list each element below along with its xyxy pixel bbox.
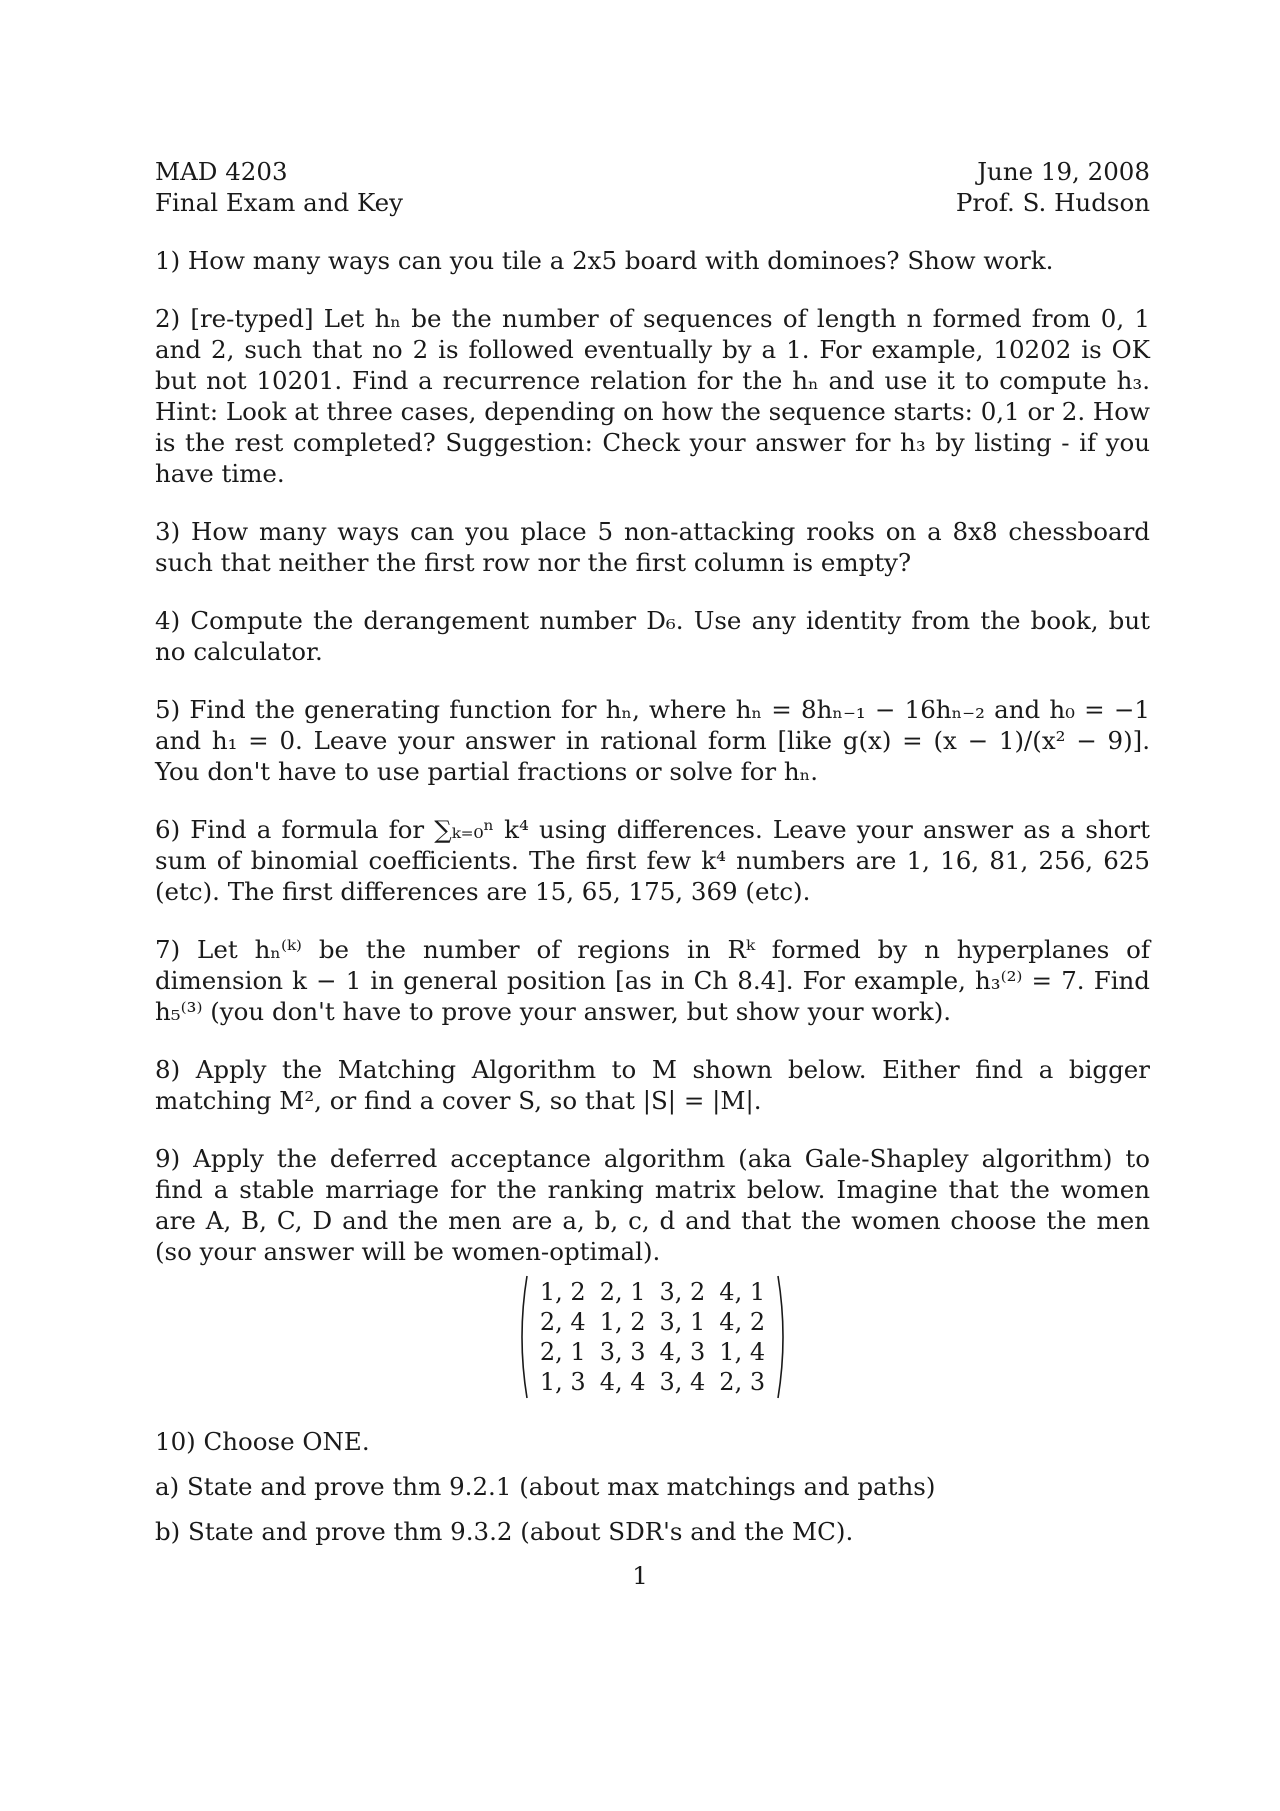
matrix-cell: 2, 1 xyxy=(539,1338,586,1366)
problem-10-option-a: a) State and prove thm 9.2.1 (about max matchings and paths) xyxy=(155,1472,936,1501)
problem-1: 1) How many ways can you tile a 2x5 board with dominoes? Show work. xyxy=(155,246,1054,275)
matrix-cell: 4, 4 xyxy=(599,1368,646,1396)
problem-10: 10) Choose ONE. xyxy=(155,1427,370,1456)
matrix-cell: 3, 3 xyxy=(599,1338,646,1366)
course-code: MAD 4203 xyxy=(155,157,288,186)
matrix-cell: 1, 4 xyxy=(719,1338,766,1366)
ranking-matrix xyxy=(515,1275,790,1399)
ranking-matrix-wrap xyxy=(155,1275,1150,1399)
exam-date: June 19, 2008 xyxy=(977,157,1150,186)
matrix-table xyxy=(533,1277,772,1397)
problem-10-option-b: b) State and prove thm 9.3.2 (about SDR's and the MC). xyxy=(155,1517,854,1546)
matrix-cell: 2, 3 xyxy=(719,1368,766,1396)
problem-3: 3) How many ways can you place 5 non-attacking rooks on a 8x8 chessboard such that neither the first row nor the first column is empty? xyxy=(155,517,1150,577)
matrix-row xyxy=(533,1367,772,1397)
header-left xyxy=(155,156,403,218)
matrix-cell: 3, 4 xyxy=(659,1368,706,1396)
matrix-row xyxy=(533,1307,772,1337)
problem-6: 6) Find a formula for ∑ₖ₌₀ⁿ k⁴ using differences. Leave your answer as a short sum of binomial coefficients. The first few k⁴ numbers are 1, 16, 81, 256, 625 (etc). The first differences are 15, 65, 175, 369 (etc). xyxy=(155,815,1150,906)
matrix-cell: 4, 2 xyxy=(719,1308,766,1336)
professor: Prof. S. Hudson xyxy=(955,188,1150,217)
matrix-cell: 1, 2 xyxy=(539,1278,586,1306)
problem-2: 2) [re-typed] Let hₙ be the number of sequences of length n formed from 0, 1 and 2, such that no 2 is followed eventually by a 1. For example, 10202 is OK but not 10201. Find a recurrence relation for the hₙ and use it to compute h₃. Hint: Look at three cases, depending on how the sequence starts: 0,1 or 2. How is the rest completed? Suggestion: Check your answer for h₃ by listing - if you have time. xyxy=(155,304,1150,488)
matrix-row xyxy=(533,1337,772,1367)
exam-content xyxy=(155,156,1150,1547)
matrix-cell: 2, 4 xyxy=(539,1308,586,1336)
problem-8: 8) Apply the Matching Algorithm to M shown below. Either find a bigger matching M², or find a cover S, so that |S| = |M|. xyxy=(155,1055,1150,1115)
problem-7: 7) Let hₙ⁽ᵏ⁾ be the number of regions in Rᵏ formed by n hyperplanes of dimension k − 1 in general position [as in Ch 8.4]. For example, h₃⁽²⁾ = 7. Find h₅⁽³⁾ (you don't have to prove your answer, but show your work). xyxy=(155,935,1150,1026)
matrix-cell: 1, 2 xyxy=(599,1308,646,1336)
matrix-row xyxy=(533,1277,772,1307)
matrix-cell: 4, 1 xyxy=(719,1278,766,1306)
matrix-cell: 1, 3 xyxy=(539,1368,586,1396)
exam-title: Final Exam and Key xyxy=(155,188,404,217)
left-paren xyxy=(515,1275,529,1399)
matrix-cell: 4, 3 xyxy=(659,1338,706,1366)
matrix-cell: 3, 2 xyxy=(659,1278,706,1306)
problem-4: 4) Compute the derangement number D₆. Use any identity from the book, but no calculator. xyxy=(155,606,1150,666)
right-paren xyxy=(776,1275,790,1399)
exam-header xyxy=(155,156,1150,218)
page-number: 1 xyxy=(632,1561,648,1590)
matrix-cell: 2, 1 xyxy=(599,1278,646,1306)
header-right xyxy=(956,156,1150,218)
problem-9: 9) Apply the deferred acceptance algorithm (aka Gale-Shapley algorithm) to find a stable marriage for the ranking matrix below. Imagine that the women are A, B, C, D and the men are a, b, c, d and that the women choose the men (so your answer will be women-optimal). xyxy=(155,1144,1150,1266)
problem-5: 5) Find the generating function for hₙ, where hₙ = 8hₙ₋₁ − 16hₙ₋₂ and h₀ = −1 and h₁ = 0. Leave your answer in rational form [like g(x) = (x − 1)/(x² − 9)]. You don't have to use partial fractions or solve for hₙ. xyxy=(155,695,1150,786)
matrix-cell: 3, 1 xyxy=(659,1308,706,1336)
